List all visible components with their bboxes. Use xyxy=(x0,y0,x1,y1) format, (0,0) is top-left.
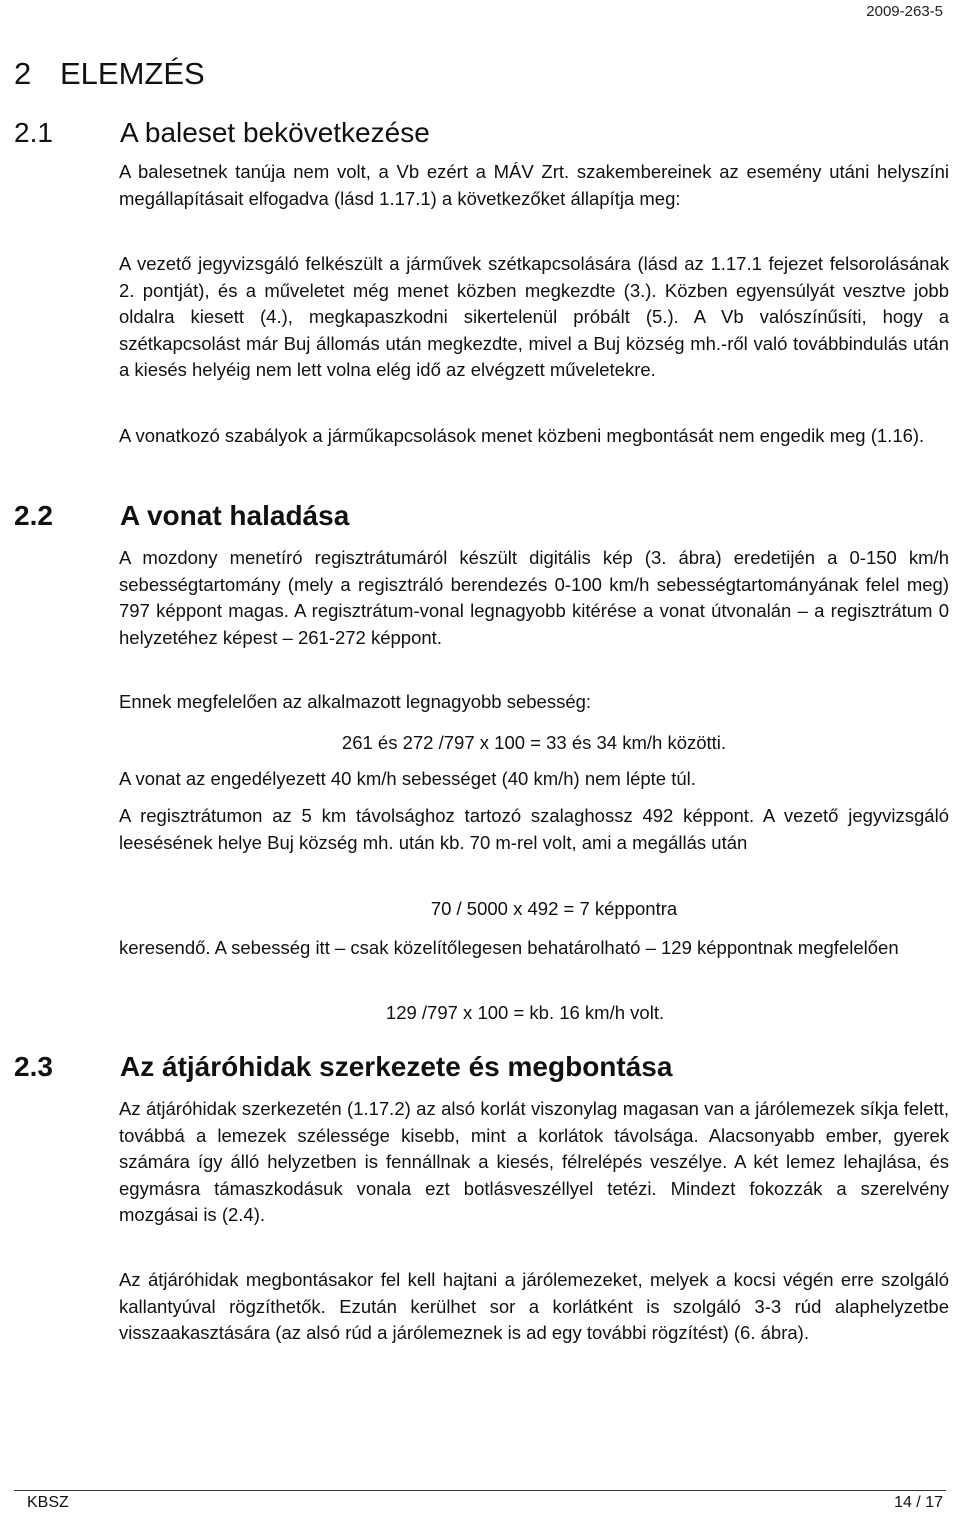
section-title: Az átjáróhidak szerkezete és megbontása xyxy=(120,1051,673,1082)
section-heading-2-2 xyxy=(14,500,349,532)
section-title: A vonat haladása xyxy=(120,500,350,531)
chapter-number: 2 xyxy=(14,56,32,91)
section-number: 2.2 xyxy=(14,500,53,531)
paragraph: A mozdony menetíró regisztrátumáról készült digitális kép (3. ábra) eredetijén a 0-150 km/h sebességtartomány (mely a regisztráló berendezés 0-100 km/h sebességtartományának felel meg) 797 képpont magas. A regisztrátum-vonal legnagyobb kitérése a vonat útvonalán – a regisztrátum 0 helyzetéhez képest – 261-272 képpont. xyxy=(119,547,949,648)
paragraph: Az átjáróhidak megbontásakor fel kell hajtani a járólemezeket, melyek a kocsi végén erre szolgáló kallantyúval rögzíthetők. Ezután kerülhet sor a korlátként is szolgáló 3-3 rúd alaphelyzetbe visszaakasztására (az alsó rúd a járólemeznek is ad egy további rögzítést) (6. ábra). xyxy=(119,1269,949,1343)
paragraph: Az átjáróhidak szerkezetén (1.17.2) az alsó korlát viszonylag magasan van a járólemezek síkja felett, továbbá a lemezek szélessége kisebb, mint a korlátok távolsága. Alacsonyabb ember, gyerek számára így álló helyzetben is fennállnak a kiesés, félrelépés veszélye. A két lemez lehajlása, és egymásra támaszkodásuk vonala ezt botlásveszéllyel tetézi. Mindezt fokozzák a szerelvény mozgásai is (2.4). xyxy=(119,1098,949,1225)
document-id: 2009-263-5 xyxy=(866,3,943,20)
section-number: 2.1 xyxy=(14,117,53,148)
chapter-title: ELEMZÉS xyxy=(60,56,205,91)
section-title: A baleset bekövetkezése xyxy=(120,117,430,148)
formula: 129 /797 x 100 = kb. 16 km/h volt. xyxy=(385,1002,665,1023)
paragraph: A vonatkozó szabályok a járműkapcsolások menet közbeni megbontását nem engedik meg (1.16). xyxy=(119,425,925,446)
paragraph: A balesetnek tanúja nem volt, a Vb ezért a MÁV Zrt. szakembereinek az esemény utáni helyszíni megállapításait elfogadva (lásd 1.17.1) a következőket állapítja meg: xyxy=(119,161,949,209)
footer-org: KBSZ xyxy=(27,1494,69,1511)
paragraph: A vonat az engedélyezett 40 km/h sebességet (40 km/h) nem lépte túl. xyxy=(119,768,696,789)
formula: 261 és 272 /797 x 100 = 33 és 34 km/h közötti. xyxy=(341,732,727,753)
formula: 70 / 5000 x 492 = 7 képpontra xyxy=(430,898,678,919)
section-number: 2.3 xyxy=(14,1051,53,1082)
chapter-heading xyxy=(14,56,205,92)
footer-divider xyxy=(14,1490,946,1491)
paragraph: A vezető jegyvizsgáló felkészült a járművek szétkapcsolására (lásd az 1.17.1 fejezet felsorolásának 2. pontját), és a műveletet még menet közben megkezdte (3.). Közben egyensúlyát vesztve jobb oldalra kiesett (4.), megkapaszkodni sikertelenül próbált (5.). A Vb valószínűsíti, hogy a szétkapcsolást már Buj állomás után megkezdte, mivel a Buj község mh.-ről való továbbindulás után a kiesés helyéig nem lett volna elég idő az elvégzett műveletekre. xyxy=(119,253,949,380)
paragraph: A regisztrátumon az 5 km távolsághoz tartozó szalaghossz 492 képpont. A vezető jegyvizsgáló leesésének helye Buj község mh. után kb. 70 m-rel volt, ami a megállás után xyxy=(119,805,949,853)
paragraph: Ennek megfelelően az alkalmazott legnagyobb sebesség: xyxy=(119,691,592,712)
page-number: 14 / 17 xyxy=(894,1494,943,1511)
section-heading-2-3 xyxy=(14,1051,672,1083)
section-heading-2-1 xyxy=(14,117,430,149)
paragraph: keresendő. A sebesség itt – csak közelítőlegesen behatárolható – 129 képpontnak megfelelően xyxy=(119,937,899,958)
